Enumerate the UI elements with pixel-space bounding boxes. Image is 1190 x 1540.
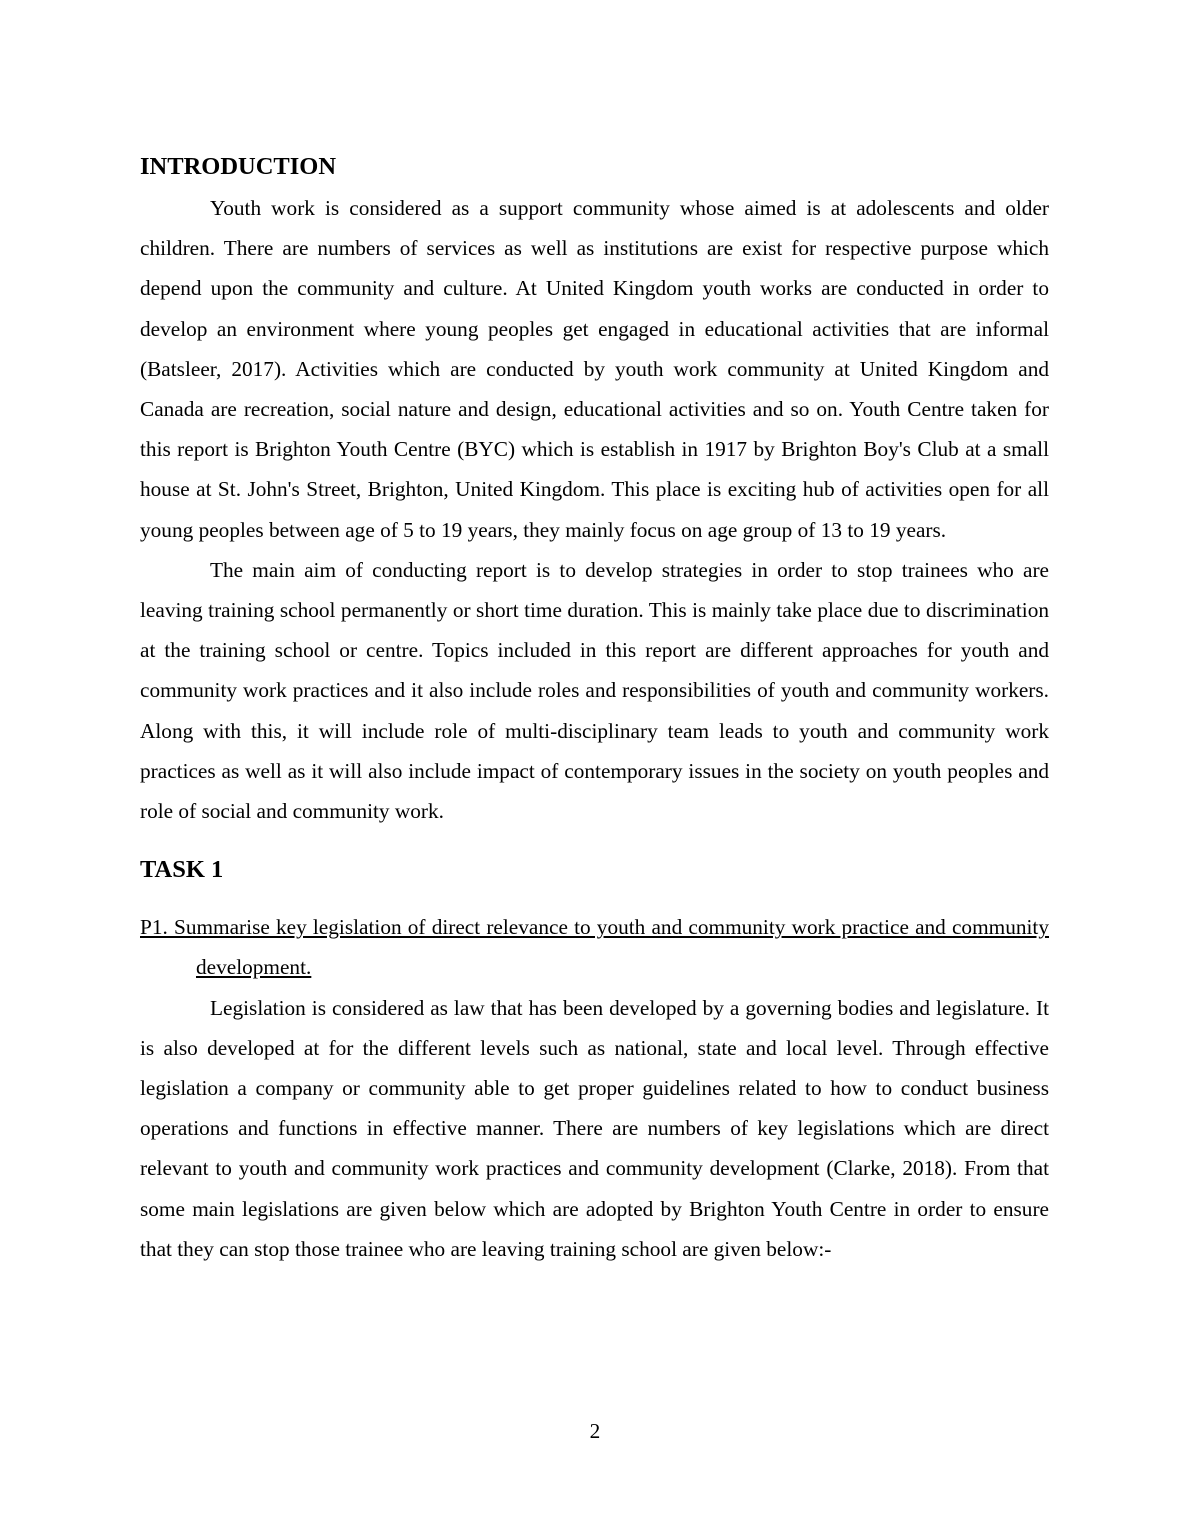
task-heading: TASK 1 [140, 856, 224, 884]
introduction-heading: INTRODUCTION [140, 153, 337, 180]
task-paragraph: Legislation is considered as law that has been developed by a governing bodies and legislature. It is also developed at for the different levels such as national, state and local level. Through effective legislation a company or community able to get proper guidelines related to how to conduct business operations and functions in effective manner. There are numbers of key legislations which are direct relevant to youth and community work practices and community development (Clarke, 2018). From that some main legislations are given below which are adopted by Brighton Youth Centre in order to ensure that they can stop those trainee who are leaving training school are given below:- [140, 995, 1049, 1261]
task-subheading: P1. Summarise key legislation of direct relevance to youth and community work practice and community development. [140, 915, 1049, 980]
document-page [140, 150, 1049, 1269]
intro-paragraph-2: The main aim of conducting report is to develop strategies in order to stop trainees who are leaving training school permanently or short time duration. This is mainly take place due to discrimination at the training school or centre. Topics included in this report are different approaches for youth and community work practices and it also include roles and responsibilities of youth and community workers. Along with this, it will include role of multi-disciplinary team leads to youth and community work practices as well as it will also include impact of contemporary issues in the society on youth peoples and role of social and community work. [140, 557, 1049, 824]
page-number: 2 [589, 1419, 601, 1443]
intro-paragraph-1: Youth work is considered as a support community whose aimed is at adolescents and older children. There are numbers of services as well as institutions are exist for respective purpose which depend upon the community and culture. At United Kingdom youth works are conducted in order to develop an environment where young peoples get engaged in educational activities that are informal (Batsleer, 2017). Activities which are conducted by youth work community at United Kingdom and Canada are recreation, social nature and design, educational activities and so on. Youth Centre taken for this report is Brighton Youth Centre (BYC) which is establish in 1917 by Brighton Boy's Club at a small house at St. John's Street, Brighton, United Kingdom. This place is exciting hub of activities open for all young peoples between age of 5 to 19 years, they mainly focus on age group of 13 to 19 years. [140, 196, 1049, 542]
